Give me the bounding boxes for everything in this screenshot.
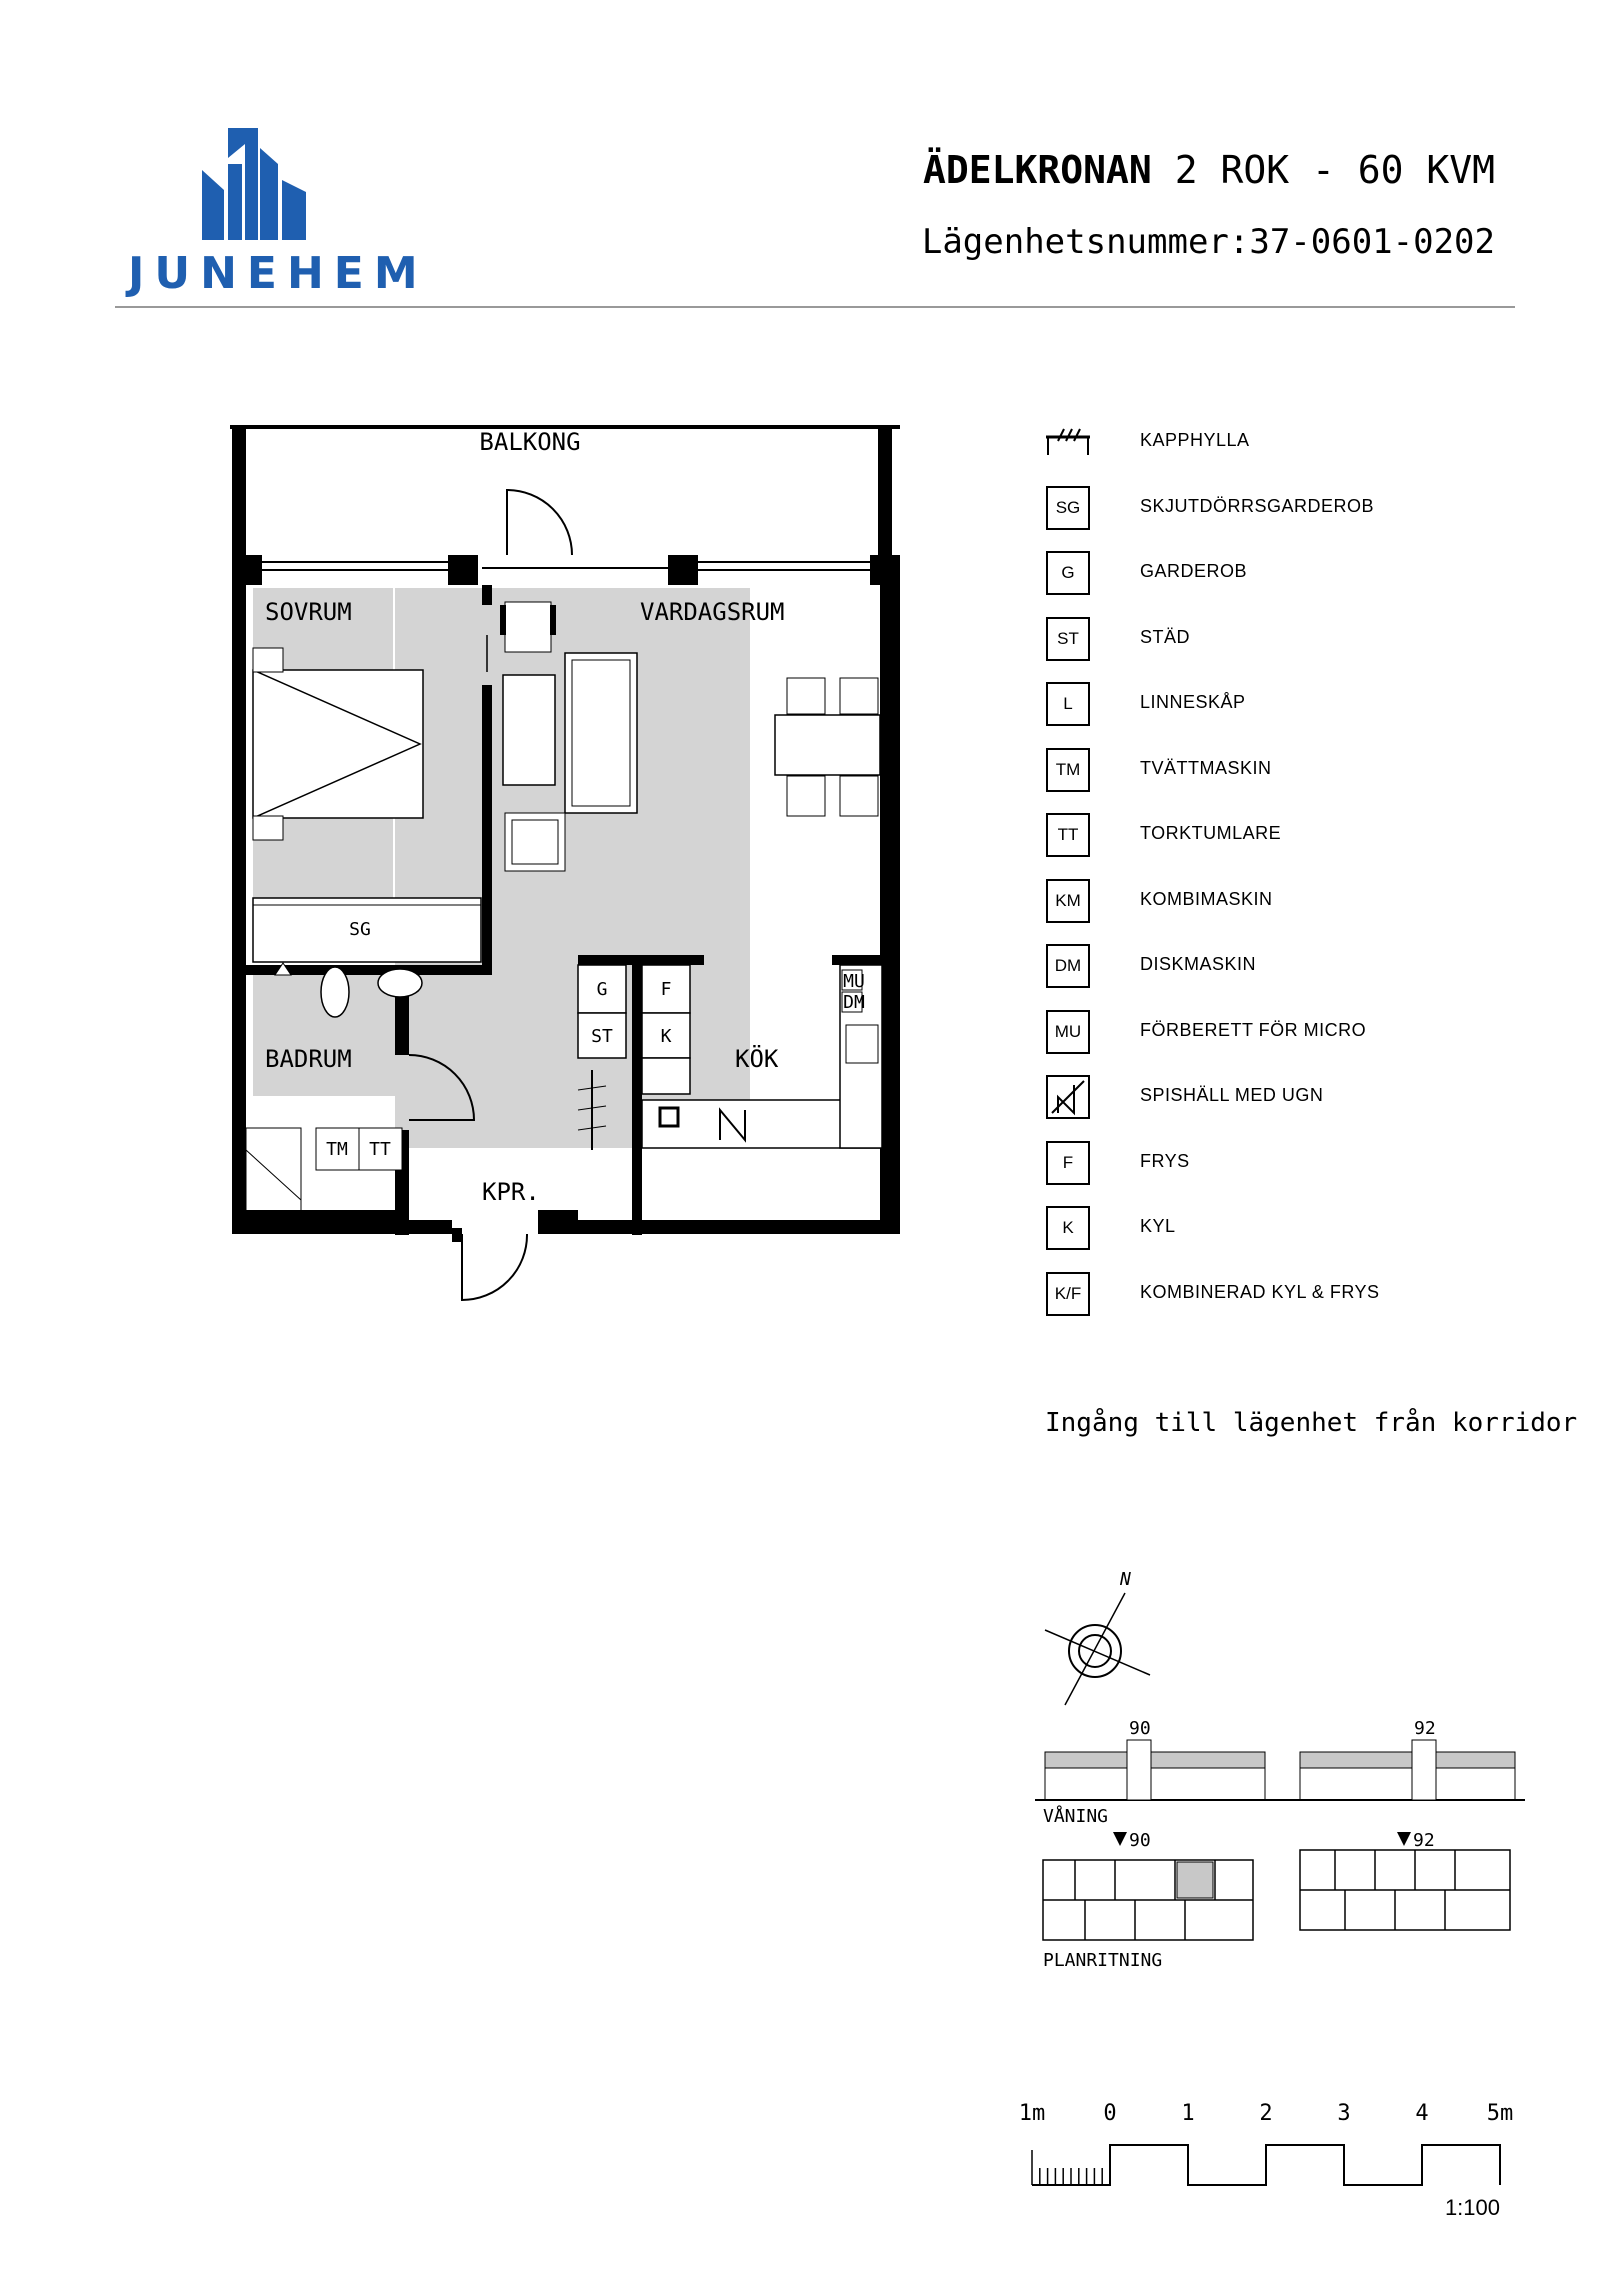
fixture-k: K [660, 1026, 672, 1047]
legend-item [1040, 1075, 1540, 1125]
header-divider [115, 306, 1515, 308]
scale-tick-label: 1m [1018, 2101, 1046, 2126]
fixture-st: ST [591, 1026, 613, 1047]
fixture-dm: DM [843, 992, 865, 1013]
legend-label: GARDEROB [1140, 561, 1248, 581]
legend-code-box: DM [1046, 944, 1090, 988]
legend-item [1040, 879, 1540, 929]
fixture-sg: SG [349, 919, 371, 940]
legend-label: TVÄTTMASKIN [1140, 757, 1272, 778]
fixture-f: F [660, 979, 672, 1000]
legend-code-box: F [1046, 1141, 1090, 1185]
section-plan-label: PLANRITNING [1043, 1950, 1163, 1971]
stove-icon [1046, 1075, 1090, 1119]
room-label-kpr: KPR. [482, 1178, 540, 1206]
scale-tick-label: 0 [1103, 2101, 1117, 2126]
compass-north: N [1120, 1569, 1131, 1590]
brand-name: JUNEHEM [128, 248, 428, 299]
scale-tick-label: 4 [1415, 2101, 1429, 2126]
building-name: ÄDELKRONAN [923, 148, 1152, 192]
legend-item [1040, 1272, 1540, 1322]
scale-ratio: 1:100 [1444, 2195, 1500, 2220]
legend-code-box: TT [1046, 813, 1090, 857]
legend-item [1040, 420, 1540, 470]
legend-item [1040, 944, 1540, 994]
legend-code-box: K [1046, 1206, 1090, 1250]
fixture-tm: TM [326, 1139, 348, 1160]
scale-bar [1018, 2090, 1550, 2220]
legend-label: KOMBIMASKIN [1140, 888, 1273, 909]
legend-code-box: K/F [1046, 1272, 1090, 1316]
section-marker-92: 92 [1414, 1718, 1436, 1739]
scale-tick-label: 3 [1337, 2101, 1351, 2126]
legend-code-box: SG [1046, 486, 1090, 530]
floor-plan [220, 410, 920, 1260]
legend-code-box: ST [1046, 617, 1090, 661]
legend-item [1040, 1010, 1540, 1060]
legend-item [1040, 682, 1540, 732]
legend-label: DISKMASKIN [1140, 954, 1257, 974]
plan-marker-92: 92 [1413, 1830, 1435, 1851]
legend-code-box: KM [1046, 879, 1090, 923]
scale-tick-label: 2 [1259, 2101, 1273, 2126]
legend-code-box: MU [1046, 1010, 1090, 1054]
legend-label: SPISHÄLL MED UGN [1140, 1085, 1324, 1105]
apartment-type: 2 ROK - 60 KVM [1174, 148, 1495, 192]
legend-item [1040, 486, 1540, 536]
room-label-kok: KÖK [735, 1045, 779, 1073]
legend-item [1040, 813, 1540, 863]
legend-label: TORKTUMLARE [1140, 823, 1282, 843]
legend-item [1040, 551, 1540, 601]
legend-item [1040, 617, 1540, 667]
entry-note: Ingång till lägenhet från korridor [1045, 1408, 1578, 1438]
fixture-g: G [596, 979, 608, 1000]
legend-label: KYL [1140, 1216, 1176, 1236]
legend-code-box: G [1046, 551, 1090, 595]
coat-rack-icon [1046, 420, 1090, 464]
room-label-badrum: BADRUM [265, 1045, 352, 1073]
plan-title [0, 148, 1495, 192]
legend-item [1040, 1141, 1540, 1191]
fixture-mu: MU [843, 971, 865, 992]
legend-label: FÖRBERETT FÖR MICRO [1140, 1019, 1367, 1040]
legend-label: KOMBINERAD KYL & FRYS [1140, 1281, 1380, 1302]
plan-marker-90: 90 [1129, 1830, 1151, 1851]
legend-item [1040, 1206, 1540, 1256]
scale-tick-label: 5m [1486, 2101, 1514, 2126]
section-level-label: VÅNING [1043, 1806, 1109, 1827]
apartment-number: Lägenhetsnummer:37-0601-0202 [921, 222, 1495, 262]
legend-label: FRYS [1140, 1150, 1190, 1171]
legend-label: KAPPHYLLA [1140, 430, 1250, 450]
room-label-sovrum: SOVRUM [265, 598, 352, 626]
legend-code-box: L [1046, 682, 1090, 726]
legend-item [1040, 748, 1540, 798]
legend-label: LINNESKÅP [1140, 692, 1246, 712]
legend-code-box: TM [1046, 748, 1090, 792]
room-label-vardagsrum: VARDAGSRUM [640, 598, 785, 626]
legend-label: STÄD [1140, 626, 1191, 647]
north-arrow-icon [1035, 1565, 1155, 1715]
room-label-balkong: BALKONG [479, 428, 581, 456]
section-marker-90: 90 [1129, 1718, 1151, 1739]
fixture-tt: TT [369, 1139, 391, 1160]
legend-label: SKJUTDÖRRSGARDEROB [1140, 495, 1375, 516]
building-section-diagram [1035, 1710, 1535, 1980]
scale-tick-label: 1 [1181, 2101, 1195, 2126]
